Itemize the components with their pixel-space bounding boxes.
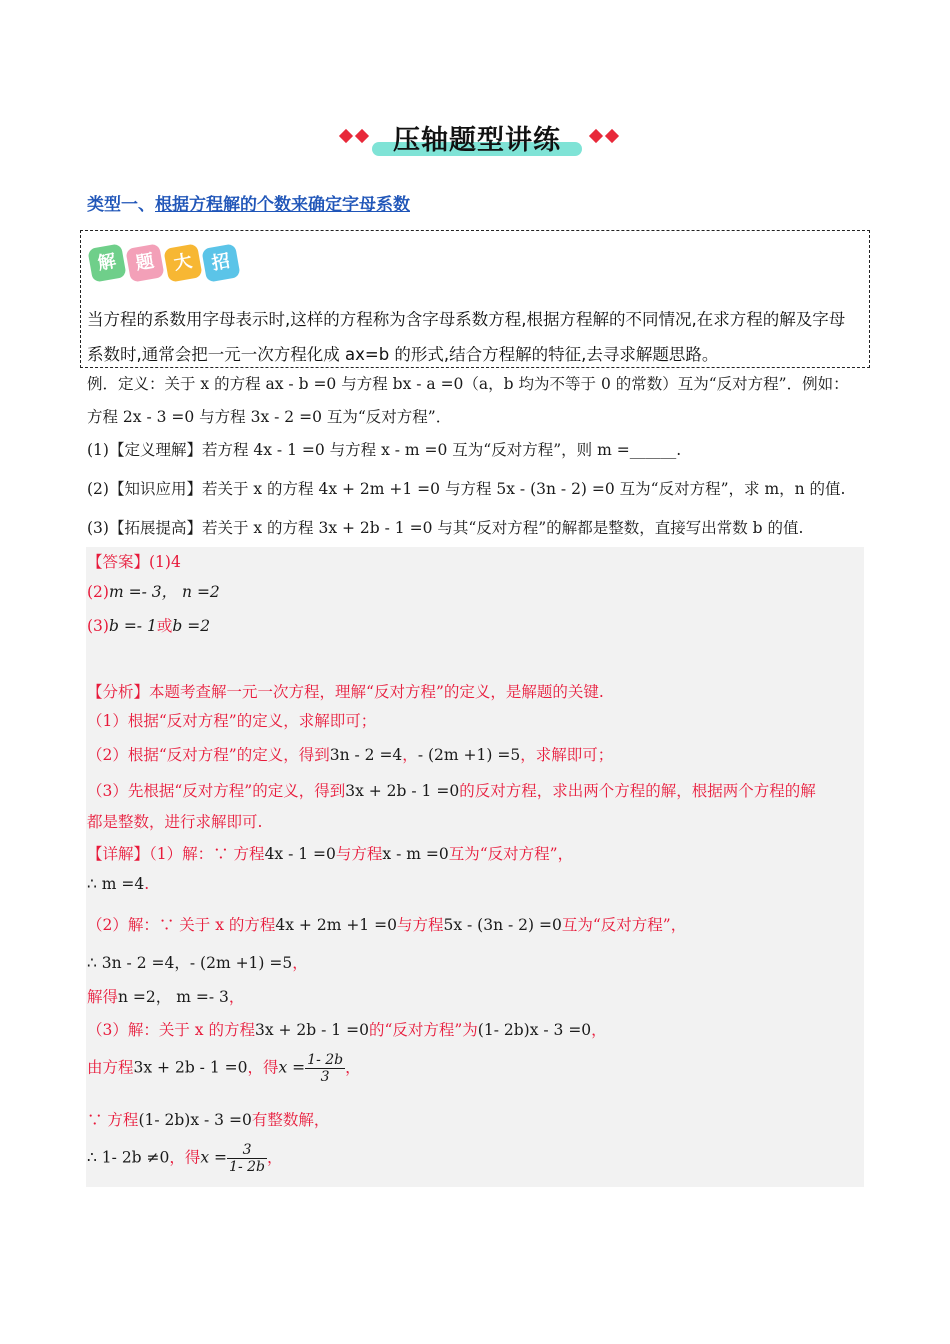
badge-ti: 题 <box>125 243 164 282</box>
analysis <box>87 680 604 702</box>
section-heading <box>87 190 410 215</box>
badge-da: 大 <box>163 243 202 282</box>
answer-1: 【答案】(1)4 <box>87 553 181 571</box>
detail-3-step-1-math: 3x + 2b - 1 =0 <box>133 1058 248 1077</box>
tips-line-2: 系数时,通常会把一元一次方程化成 ax=b 的形式,结合方程解的特征,去寻求解题思路。 <box>87 345 719 364</box>
analysis-1: （1）根据“反对方程”的定义，求解即可； <box>87 712 377 730</box>
detail-3-step-1-mid: ，得 <box>247 1058 279 1077</box>
detail-3-step-1-label: 由方程 <box>87 1058 134 1077</box>
section-prefix: 类型一、 <box>87 195 155 215</box>
detail-1-mid: 与方程 <box>335 845 383 863</box>
question-1: (1)【定义理解】若方程 4x - 1 =0 与方程 x - m =0 互为“反对方程”，则 m =______. <box>87 441 682 459</box>
answer-3 <box>87 614 210 636</box>
detail-label: 【详解】 <box>87 845 150 863</box>
question-3: (3)【拓展提高】若关于 x 的方程 3x + 2b - 1 =0 与其“反对方程”的解都是整数，直接写出常数 b 的值. <box>87 519 804 537</box>
fraction-2 <box>227 1142 267 1175</box>
fraction-1-numerator: 1- 2b <box>307 1052 344 1068</box>
detail-2-solution-math: n =2， m =- 3 <box>118 988 229 1006</box>
banner-left-diamonds <box>338 126 370 142</box>
detail-3-step-2-label: ∵ 方程 <box>87 1111 139 1129</box>
diamond-icon <box>339 129 353 143</box>
fraction-1 <box>305 1052 345 1085</box>
detail-3-step-3-math: ∴ 1- 2b ≠0 <box>87 1148 170 1167</box>
detail-1-text: （1）解：∵ 方程 <box>149 845 265 863</box>
fraction-2-numerator: 3 <box>227 1142 267 1159</box>
tips-badges <box>90 246 242 290</box>
detail-2-solution: 解得n =2， m =- 3， <box>87 988 245 1006</box>
detail-1 <box>87 842 573 864</box>
detail-3-step-3-mid: ，得 <box>169 1148 201 1167</box>
detail-2-mid: 与方程 <box>396 916 444 934</box>
analysis-3-cont: 都是整数，进行求解即可. <box>87 813 263 831</box>
analysis-2-math-2: - (2m +1) =5 <box>417 746 521 764</box>
detail-1-tail: 互为“反对方程”， <box>448 845 574 863</box>
analysis-2: （2）根据“反对方程”的定义，得到3n - 2 =4，- (2m +1) =5，求解即可； <box>87 746 614 764</box>
question-2: (2)【知识应用】若关于 x 的方程 4x + 2m +1 =0 与方程 5x - (3n - 2) =0 互为“反对方程”，求 m，n 的值. <box>87 480 846 498</box>
detail-2-text: （2）解：∵ 关于 x 的方程 <box>87 916 276 934</box>
fraction-1-denominator: 3 <box>320 1069 330 1085</box>
answer-3-or: 或 <box>156 617 173 635</box>
diamond-icon <box>605 129 619 143</box>
banner-right-diamonds <box>588 126 620 142</box>
badge-zhao: 招 <box>201 243 240 282</box>
detail-3-math-1: 3x + 2b - 1 =0 <box>254 1021 369 1039</box>
tips-text <box>87 302 867 372</box>
diamond-icon <box>589 129 603 143</box>
detail-2-tail: 互为“反对方程”， <box>561 916 687 934</box>
detail-1-result-math: ∴ m =4 <box>87 875 145 893</box>
detail-3-step-2-math: (1- 2b)x - 3 =0 <box>138 1111 252 1129</box>
detail-3-step-3-x: x = <box>200 1148 228 1167</box>
answer-3-value-2: b =2 <box>172 617 211 635</box>
analysis-3 <box>87 779 816 801</box>
answer-2 <box>87 580 220 602</box>
detail-2 <box>87 913 686 935</box>
detail-3-math-2: (1- 2b)x - 3 =0 <box>477 1021 592 1039</box>
fraction-2-denominator: 1- 2b <box>229 1159 266 1175</box>
detail-1-math-2: x - m =0 <box>382 845 449 863</box>
analysis-2-math-1: 3n - 2 =4 <box>329 746 403 764</box>
detail-3-step-1-x: x = <box>278 1058 306 1077</box>
analysis-3-math: 3x + 2b - 1 =0 <box>345 782 460 800</box>
detail-3: （3）解：关于 x 的方程3x + 2b - 1 =0的“反对方程”为(1- 2b)x - 3 =0， <box>87 1021 607 1039</box>
detail-1-result: ∴ m =4. <box>87 875 150 893</box>
analysis-3-text: （3）先根据“反对方程”的定义，得到 <box>87 782 346 800</box>
badge-jie: 解 <box>87 243 126 282</box>
section-title: 根据方程解的个数来确定字母系数 <box>155 195 410 215</box>
detail-3-step-2-tail: 有整数解， <box>251 1111 330 1129</box>
diamond-icon <box>355 129 369 143</box>
detail-2-result-2: - (2m +1) =5 <box>189 954 293 972</box>
detail-1-math-1: 4x - 1 =0 <box>264 845 336 863</box>
analysis-3-tail: 的反对方程，求出两个方程的解，根据两个方程的解 <box>459 782 816 800</box>
detail-2-solution-label: 解得 <box>87 988 119 1006</box>
analysis-text: 本题考查解一元一次方程，理解“反对方程”的定义，是解题的关键. <box>149 683 604 701</box>
answer-2-prefix: (2) <box>87 583 109 601</box>
answer-panel <box>86 547 864 1187</box>
example-line-2: 方程 2x - 3 =0 与方程 3x - 2 =0 互为“反对方程”． <box>87 408 452 426</box>
tips-line-1: 当方程的系数用字母表示时,这样的方程称为含字母系数方程,根据方程解的不同情况,在求方程的解及字母 <box>87 310 846 329</box>
detail-2-math-2: 5x - (3n - 2) =0 <box>443 916 562 934</box>
detail-2-result: ∴ 3n - 2 =4，- (2m +1) =5， <box>87 954 308 972</box>
analysis-2-tail: ，求解即可； <box>520 746 614 764</box>
analysis-label: 【分析】 <box>87 683 150 701</box>
detail-3-step-2 <box>87 1108 329 1130</box>
detail-3-text: （3）解：关于 x 的方程 <box>87 1021 255 1039</box>
detail-3-step-1: 由方程3x + 2b - 1 =0，得x = $\frac{1- 2b}{3}$ ， <box>87 1052 361 1085</box>
page-title: 压轴题型讲练 <box>393 125 561 156</box>
detail-3-step-3: ∴ 1- 2b ≠0，得x = $\frac{3}{1- 2b}$ ， <box>87 1142 283 1175</box>
example-line-1: 例．定义：关于 x 的方程 ax - b =0 与方程 bx - a =0（a，b 均为不等于 0 的常数）互为“反对方程”．例如： <box>87 375 849 393</box>
detail-2-math-1: 4x + 2m +1 =0 <box>275 916 397 934</box>
answer-3-value-1: b =- 1 <box>108 617 157 635</box>
answer-3-prefix: (3) <box>87 617 109 635</box>
analysis-2-text: （2）根据“反对方程”的定义，得到 <box>87 746 330 764</box>
detail-2-result-1: ∴ 3n - 2 =4， <box>87 954 190 972</box>
detail-3-mid: 的“反对方程”为 <box>368 1021 478 1039</box>
answer-2-value: m =- 3， n =2 <box>108 583 220 601</box>
